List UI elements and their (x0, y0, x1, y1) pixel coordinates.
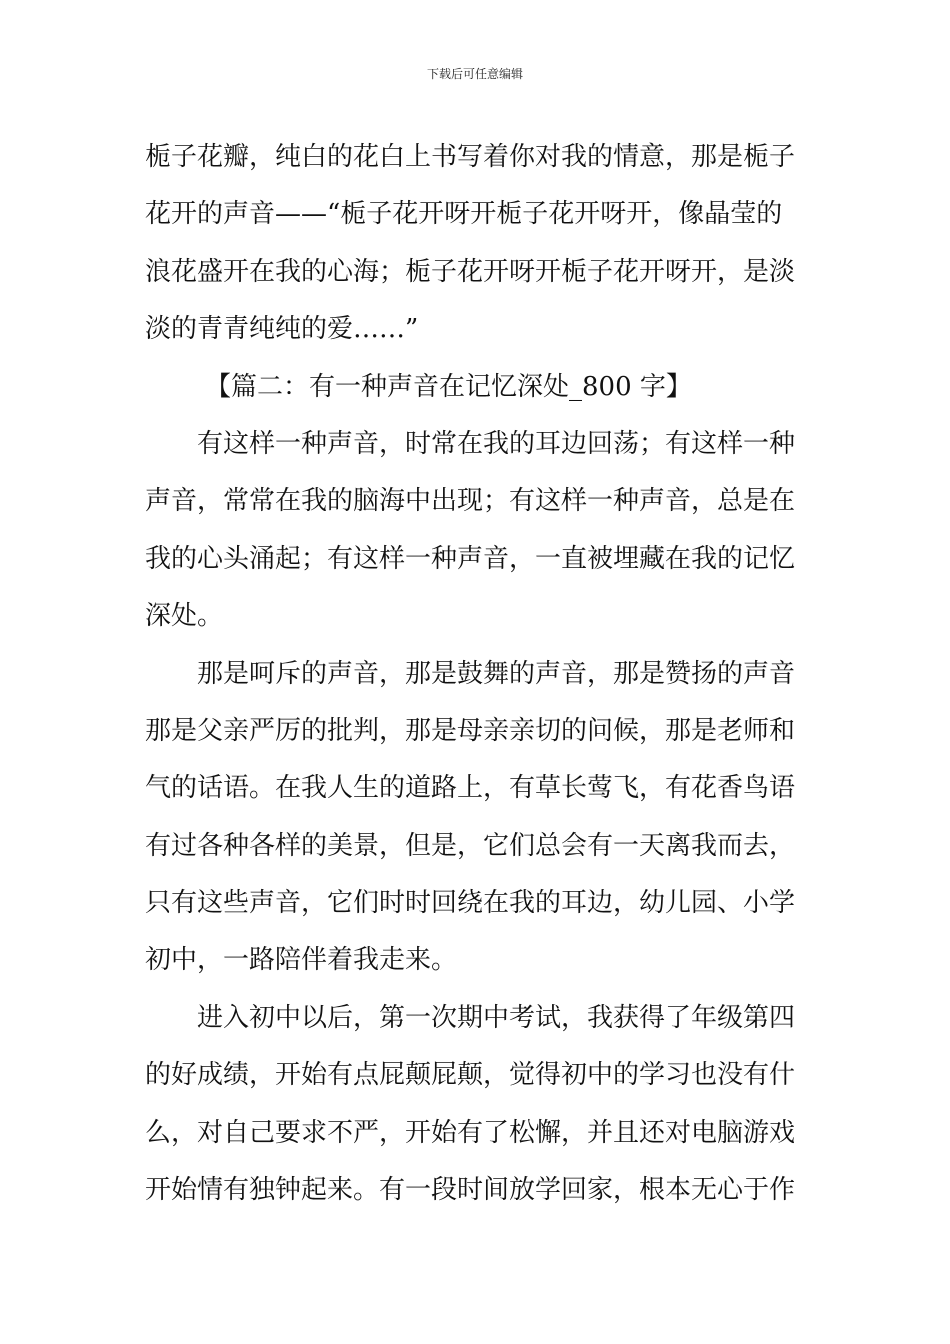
text-line: 声音，常常在我的脑海中出现；有这样一种声音，总是在 (145, 486, 796, 517)
text-line: 的好成绩，开始有点屁颠屁颠，觉得初中的学习也没有什 (145, 1060, 796, 1091)
text-line: 我的心头涌起；有这样一种声音，一直被埋藏在我的记忆 (145, 543, 796, 574)
text-line: 那是呵斥的声音，那是鼓舞的声音，那是赞扬的声音 (197, 658, 796, 689)
text-line: 有过各种各样的美景，但是，它们总会有一天离我而去， (145, 830, 796, 861)
text-line: 浪花盛开在我的心海；栀子花开呀开栀子花开呀开，是淡 (145, 256, 796, 287)
text-line: 花开的声音——“栀子花开呀开栀子花开呀开，像晶莹的 (145, 199, 783, 230)
text-line: 只有这些声音，它们时时回绕在我的耳边，幼儿园、小学 (145, 888, 796, 919)
section-heading: 【篇二：有一种声音在记忆深处_800 字】 (205, 371, 692, 402)
text-line: 淡的青青纯纯的爱……” (145, 314, 419, 345)
page-header: 下载后可任意编辑 (426, 67, 523, 81)
text-line: 么，对自己要求不严，开始有了松懈，并且还对电脑游戏 (145, 1117, 796, 1148)
text-line: 初中，一路陪伴着我走来。 (145, 945, 458, 976)
text-line: 那是父亲严厉的批判，那是母亲亲切的问候，那是老师和 (145, 715, 796, 746)
text-line: 有这样一种声音，时常在我的耳边回荡；有这样一种 (197, 428, 796, 459)
text-line: 栀子花瓣，纯白的花白上书写着你对我的情意，那是栀子 (145, 142, 796, 172)
text-line: 进入初中以后，第一次期中考试，我获得了年级第四 (197, 1002, 796, 1033)
document-body (145, 129, 809, 1219)
text-line: 深处。 (145, 601, 224, 632)
text-line: 气的话语。在我人生的道路上，有草长莺飞，有花香鸟语 (145, 773, 796, 804)
text-line: 开始情有独钟起来。有一段时间放学回家，根本无心于作 (145, 1175, 796, 1206)
